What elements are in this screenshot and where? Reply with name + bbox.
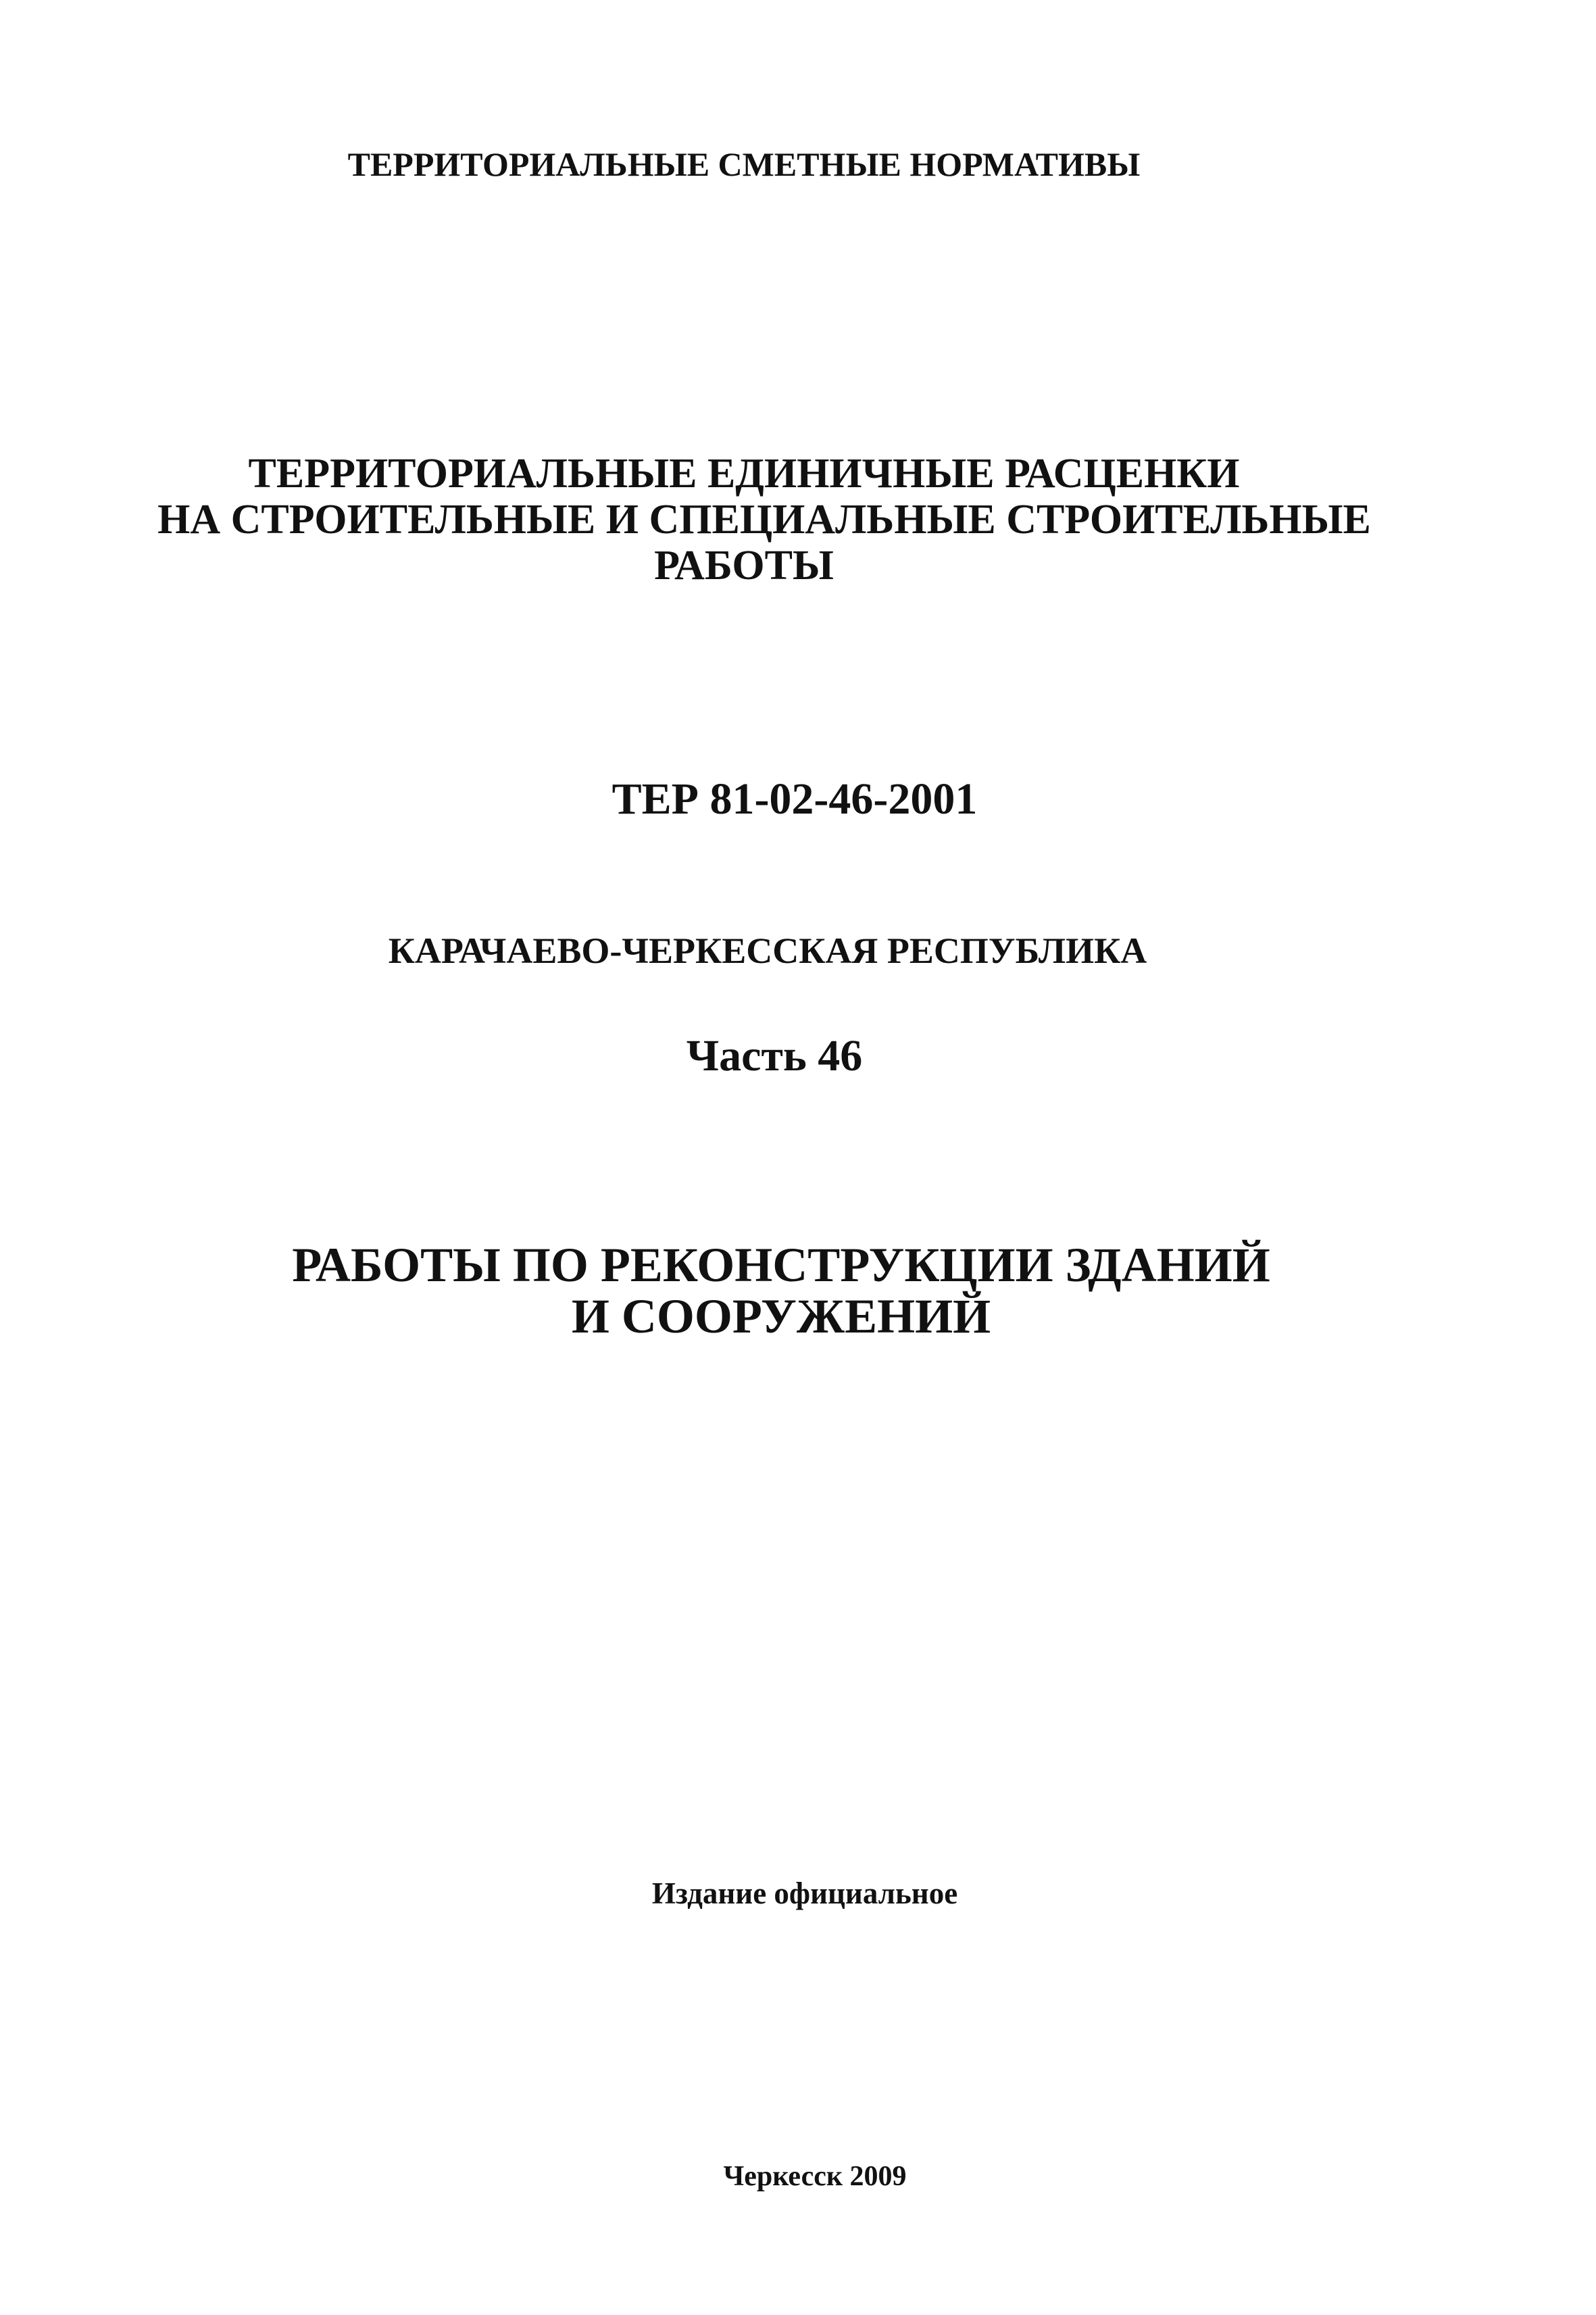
main-title-line-1: ТЕРРИТОРИАЛЬНЫЕ ЕДИНИЧНЫЕ РАСЦЕНКИ [248,451,1240,497]
document-code: ТЕР 81-02-46-2001 [612,774,978,824]
edition-label: Издание официальное [651,1876,958,1910]
main-title-line-2: НА СТРОИТЕЛЬНЫЕ И СПЕЦИАЛЬНЫЕ СТРОИТЕЛЬНЫЕ [157,497,1371,543]
subject-title-line-1: РАБОТЫ ПО РЕКОНСТРУКЦИИ ЗДАНИЙ [292,1238,1270,1292]
publication-place-year: Черкесск 2009 [723,2161,907,2192]
region-name: КАРАЧАЕВО-ЧЕРКЕССКАЯ РЕСПУБЛИКА [388,930,1147,971]
main-title-line-3: РАБОТЫ [654,543,834,589]
subject-title-line-2: И СООРУЖЕНИЙ [571,1289,991,1343]
standards-header: ТЕРРИТОРИАЛЬНЫЕ СМЕТНЫЕ НОРМАТИВЫ [347,145,1141,183]
part-number: Часть 46 [686,1031,863,1080]
